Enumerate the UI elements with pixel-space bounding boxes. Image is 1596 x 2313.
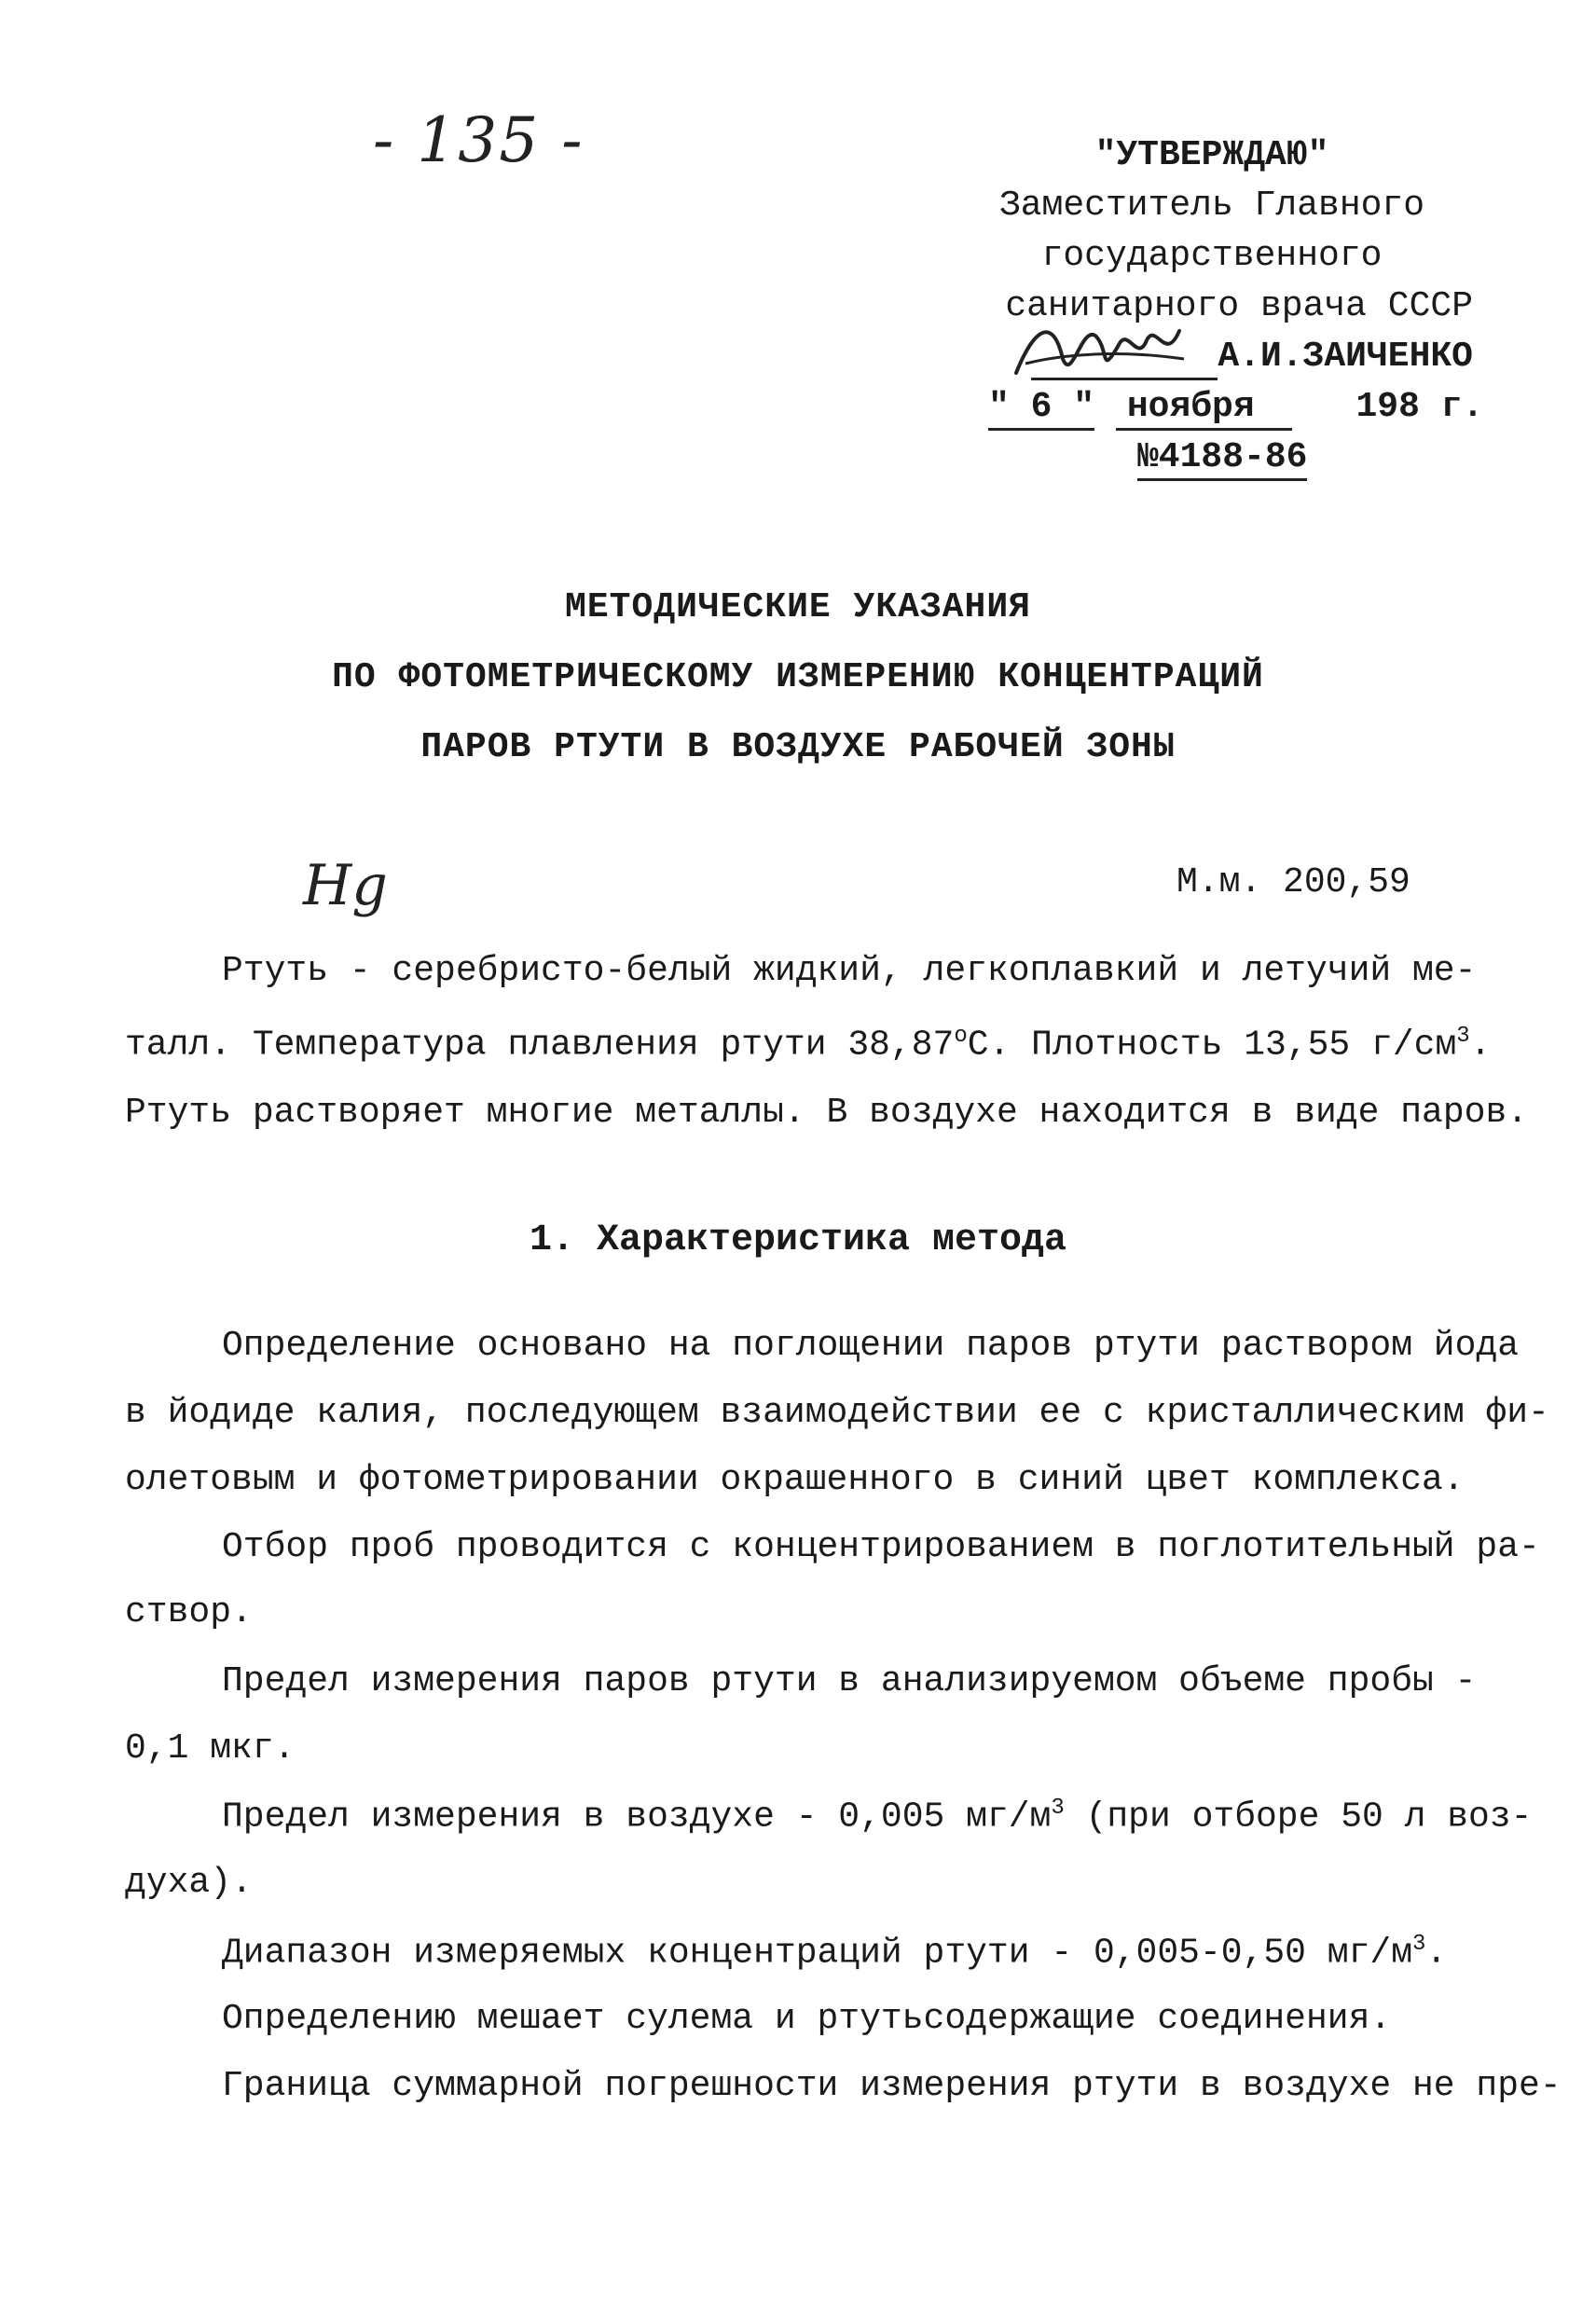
approval-number-line — [951, 433, 1473, 483]
p5-text-b: . — [1425, 1933, 1448, 1974]
approval-heading: "УТВЕРЖДАЮ" — [1094, 135, 1329, 175]
p3-line2: 0,1 мкг. — [125, 1728, 296, 1769]
chemical-formula: Hg — [303, 853, 388, 918]
p6-line: Определению мешает сулема и ртутьсодержащие соединения. — [222, 1999, 1392, 2039]
p1-line3: олетовым и фотометрировании окрашенного в синий цвет комплекса. — [125, 1460, 1465, 1500]
p4-line1-text-b: (при отборе 50 л воз- — [1064, 1797, 1533, 1838]
intro-line2-text-c: . — [1469, 1025, 1492, 1066]
approval-position-line3: санитарного врача СССР — [1005, 286, 1473, 326]
section-heading: 1. Характеристика метода — [529, 1219, 1067, 1261]
date-month: ноября — [1116, 387, 1292, 431]
intro-line2 — [125, 1024, 1491, 1066]
approval-number: №4188-86 — [1137, 437, 1307, 481]
p4-cube-sup: 3 — [1051, 1796, 1065, 1821]
date-day: " 6 " — [988, 387, 1094, 431]
p1-line1: Определение основано на поглощении паров ртути раствором йода — [222, 1326, 1520, 1366]
approver-name: А.И.ЗАИЧЕНКО — [1218, 337, 1473, 377]
approval-position-line1: Заместитель Главного — [998, 186, 1425, 226]
p3-line1: Предел измерения паров ртути в анализируемом объеме пробы - — [222, 1661, 1477, 1701]
title-line1: МЕТОДИЧЕСКИЕ УКАЗАНИЯ — [565, 587, 1031, 627]
title-line2: ПО ФОТОМЕТРИЧЕСКОМУ ИЗМЕРЕНИЮ КОНЦЕНТРАЦИЙ — [332, 657, 1264, 697]
intro-line1: Ртуть - серебристо-белый жидкий, легкоплавкий и летучий ме- — [222, 951, 1477, 991]
molar-mass: М.м. 200,59 — [1176, 862, 1410, 902]
intro-line2-text-b: С. Плотность 13,55 г/см — [967, 1025, 1457, 1066]
signature-image — [1007, 308, 1193, 392]
p2-line2: створ. — [125, 1592, 253, 1632]
intro-line2-text-a: талл. Температура плавления ртути 38,87 — [125, 1025, 955, 1066]
title-line3: ПАРОВ РТУТИ В ВОЗДУХЕ РАБОЧЕЙ ЗОНЫ — [420, 727, 1176, 767]
cube-sup: 3 — [1456, 1024, 1470, 1049]
p4-line2: духа). — [125, 1863, 253, 1903]
p4-line1-text-a: Предел измерения в воздухе - 0,005 мг/м — [222, 1797, 1052, 1838]
p4-line1 — [222, 1796, 1532, 1838]
degree-sup: о — [954, 1024, 968, 1049]
p2-line1: Отбор проб проводится с концентрированием в поглотительный ра- — [222, 1527, 1540, 1567]
p7-line: Граница суммарной погрешности измерения ртути в воздухе не пре- — [222, 2066, 1562, 2106]
page-number: - 135 - — [373, 104, 585, 176]
p5-text-a: Диапазон измеряемых концентраций ртути - 0,005-0,50 мг/м — [222, 1933, 1413, 1974]
approval-block — [951, 131, 1484, 483]
approval-position-line2: государственного — [1041, 236, 1383, 276]
p1-line2: в йодиде калия, последующем взаимодействии ее с кристаллическим фи- — [125, 1393, 1549, 1433]
intro-line3: Ртуть растворяет многие металлы. В воздухе находится в виде паров. — [125, 1093, 1529, 1133]
p5-line — [222, 1932, 1447, 1974]
date-year: 198 г. — [1355, 387, 1484, 427]
p5-cube-sup: 3 — [1412, 1932, 1426, 1957]
